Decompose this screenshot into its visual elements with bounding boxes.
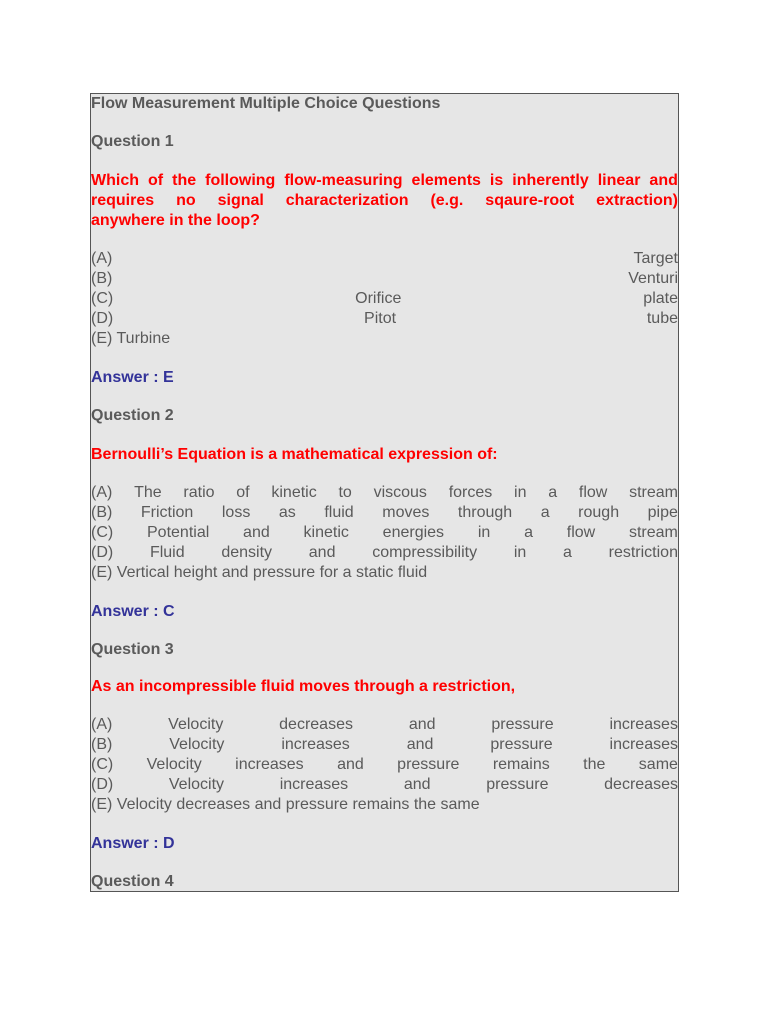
- word: same: [638, 756, 678, 773]
- question-1-text-line-1: [91, 171, 678, 191]
- word: requires: [91, 192, 155, 209]
- word: Which: [91, 172, 139, 189]
- document-title: Flow Measurement Multiple Choice Questions: [91, 95, 441, 112]
- word: tube: [646, 310, 678, 327]
- word: stream: [629, 484, 678, 501]
- word: Velocity: [168, 776, 225, 793]
- word: and: [406, 736, 434, 753]
- word: elements: [411, 172, 481, 189]
- word: decreases: [604, 776, 678, 793]
- word: restriction: [608, 544, 678, 561]
- word: (B): [91, 270, 113, 287]
- word: Orifice: [355, 290, 402, 307]
- question-3-option-c: [91, 755, 678, 775]
- word: no: [176, 192, 196, 209]
- word: of: [148, 172, 164, 189]
- question-4-label: Question 4: [91, 873, 174, 890]
- content-box: [90, 93, 679, 892]
- word: and: [308, 544, 336, 561]
- word: a: [540, 504, 550, 521]
- word: of: [236, 484, 250, 501]
- word: pressure: [486, 776, 549, 793]
- word: the: [172, 172, 197, 189]
- word: decreases: [279, 716, 353, 733]
- word: flow-measuring: [284, 172, 403, 189]
- word: viscous: [373, 484, 427, 501]
- word: kinetic: [303, 524, 349, 541]
- word: compressibility: [372, 544, 478, 561]
- word: and: [408, 716, 436, 733]
- word: Velocity: [169, 736, 225, 753]
- word: fluid: [324, 504, 354, 521]
- word: increases: [235, 756, 304, 773]
- word: (B): [91, 504, 113, 521]
- word: a: [524, 524, 533, 541]
- word: (B): [91, 736, 113, 753]
- word: loss: [221, 504, 251, 521]
- word: and: [403, 776, 431, 793]
- question-2-option-c: [91, 523, 678, 543]
- word: increases: [609, 736, 678, 753]
- word: Potential: [147, 524, 210, 541]
- word: and: [337, 756, 364, 773]
- word: kinetic: [271, 484, 317, 501]
- question-3-option-e: (E) Velocity decreases and pressure remains the same: [91, 796, 480, 813]
- word: (C): [91, 524, 114, 541]
- word: and: [243, 524, 270, 541]
- word: (D): [91, 310, 114, 327]
- question-1-option-b: [91, 269, 678, 289]
- question-2-option-d: [91, 543, 678, 563]
- word: (C): [91, 290, 114, 307]
- word: signal: [217, 192, 264, 209]
- word: rough: [578, 504, 620, 521]
- word: the: [583, 756, 606, 773]
- word: (D): [91, 544, 114, 561]
- word: in: [477, 524, 491, 541]
- question-3-label: Question 3: [91, 641, 174, 658]
- question-2-text: Bernoulli’s Equation is a mathematical expression of:: [91, 446, 498, 463]
- word: Friction: [140, 504, 194, 521]
- question-3-option-b: [91, 735, 678, 755]
- word: flow: [578, 484, 608, 501]
- word: forces: [448, 484, 493, 501]
- word: a: [548, 484, 558, 501]
- word: moves: [382, 504, 430, 521]
- word: stream: [628, 524, 678, 541]
- word: Velocity: [168, 716, 224, 733]
- word: (A): [91, 484, 113, 501]
- word: increases: [281, 736, 350, 753]
- question-1-answer: Answer : E: [91, 369, 174, 386]
- word: following: [205, 172, 276, 189]
- word: (D): [91, 776, 114, 793]
- word: remains: [492, 756, 550, 773]
- word: (e.g.: [430, 192, 464, 209]
- question-3-option-a: [91, 715, 678, 735]
- question-1-label: Question 1: [91, 133, 174, 150]
- question-1-option-e: (E) Turbine: [91, 330, 171, 347]
- question-1-option-a: [91, 249, 678, 269]
- word: density: [221, 544, 273, 561]
- word: Fluid: [149, 544, 185, 561]
- question-2-option-a: [91, 483, 678, 503]
- question-1-option-c: [91, 289, 678, 309]
- word: pressure: [491, 716, 554, 733]
- word: pipe: [647, 504, 678, 521]
- question-2-answer: Answer : C: [91, 603, 175, 620]
- question-1-text-line-3: anywhere in the loop?: [91, 212, 260, 229]
- word: Pitot: [364, 310, 397, 327]
- word: and: [649, 172, 678, 189]
- word: pressure: [490, 736, 553, 753]
- word: (A): [91, 716, 113, 733]
- word: flow: [566, 524, 596, 541]
- question-2-label: Question 2: [91, 407, 174, 424]
- word: increases: [609, 716, 678, 733]
- word: in: [514, 484, 527, 501]
- word: is: [489, 172, 504, 189]
- word: to: [338, 484, 352, 501]
- word: extraction): [596, 192, 678, 209]
- word: characterization: [285, 192, 409, 209]
- word: (A): [91, 250, 113, 267]
- question-2-option-e: (E) Vertical height and pressure for a static fluid: [91, 564, 428, 581]
- word: Venturi: [628, 270, 678, 287]
- word: ratio: [183, 484, 215, 501]
- word: Velocity: [146, 756, 202, 773]
- word: linear: [597, 172, 641, 189]
- question-3-text: As an incompressible fluid moves through a restriction,: [91, 678, 516, 695]
- word: pressure: [397, 756, 460, 773]
- question-1-text-line-2: [91, 191, 678, 211]
- word: Target: [633, 250, 678, 267]
- word: a: [563, 544, 572, 561]
- word: as: [278, 504, 296, 521]
- word: increases: [279, 776, 349, 793]
- question-1-option-d: [91, 309, 678, 329]
- question-2-option-b: [91, 503, 678, 523]
- word: energies: [382, 524, 445, 541]
- word: plate: [643, 290, 678, 307]
- word: (C): [91, 756, 114, 773]
- word: through: [457, 504, 513, 521]
- word: in: [513, 544, 527, 561]
- question-3-option-d: [91, 775, 678, 795]
- word: sqaure-root: [485, 192, 575, 209]
- question-3-answer: Answer : D: [91, 835, 175, 852]
- word: The: [134, 484, 162, 501]
- word: inherently: [512, 172, 589, 189]
